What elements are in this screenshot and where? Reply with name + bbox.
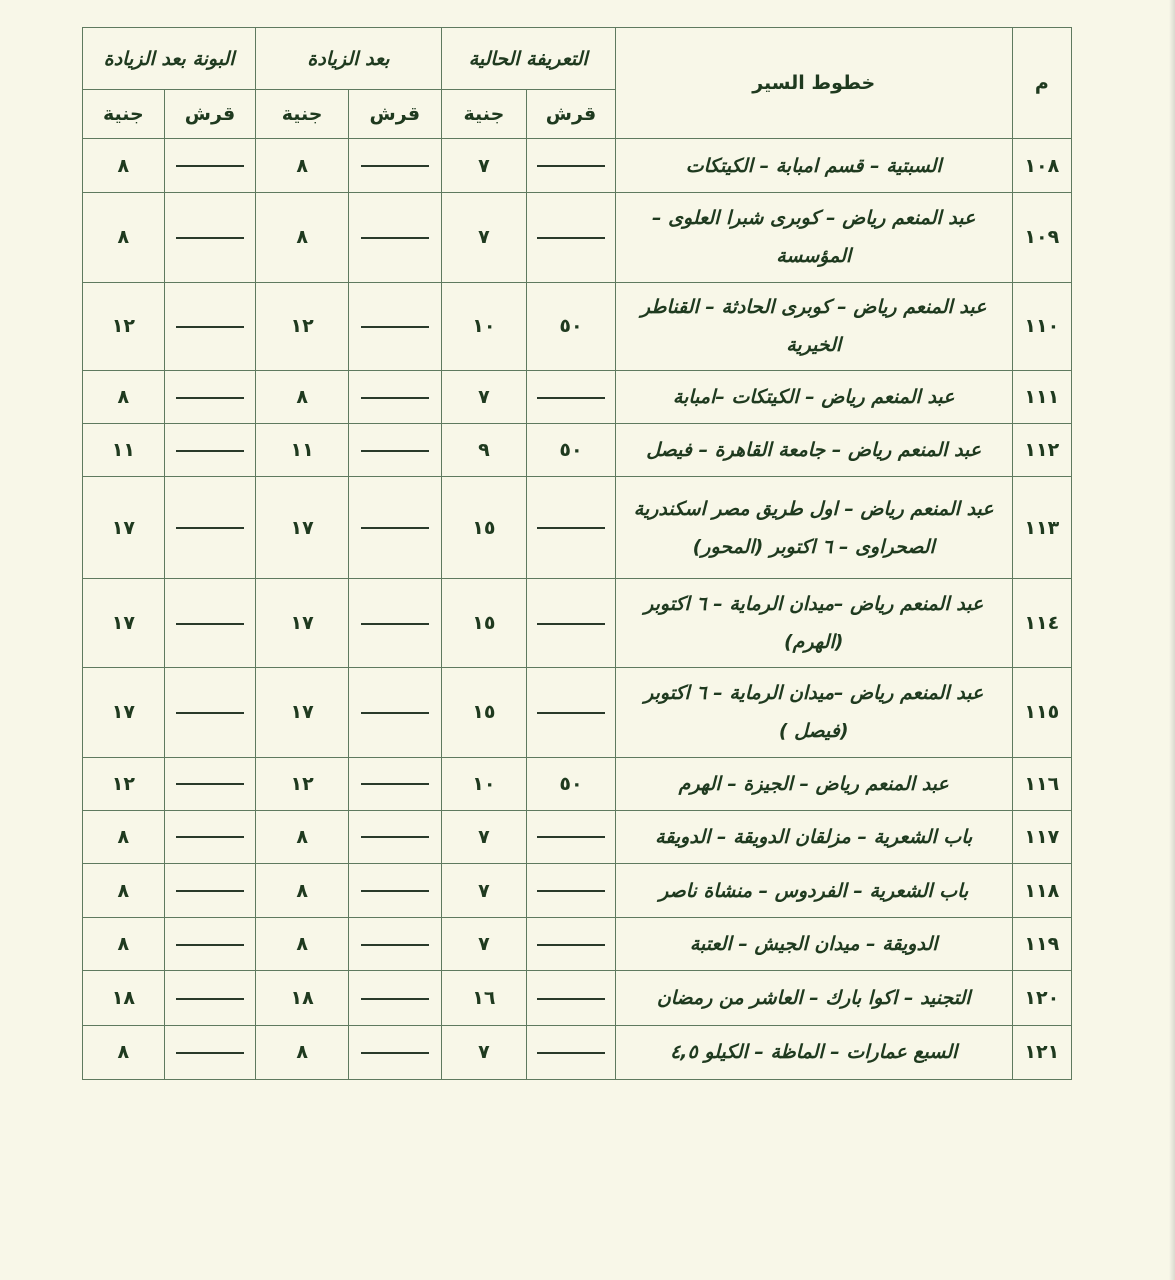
after-pound-cell: ٨ — [256, 1025, 349, 1079]
current-pound-cell: ٧ — [441, 193, 527, 282]
ticket-piaster-cell — [164, 477, 256, 578]
dash-mark — [537, 397, 605, 399]
current-pound-cell: ١٠ — [441, 757, 527, 810]
fares-table — [82, 27, 1072, 1080]
header-row-groups — [83, 28, 1072, 90]
after-pound-cell: ١٢ — [256, 282, 349, 370]
current-pound-cell: ١٥ — [441, 578, 527, 667]
route-cell: عبد المنعم رياض –ميدان الرماية – ٦ اكتوبر (الهرم) — [615, 578, 1012, 667]
route-cell: باب الشعرية – مزلقان الدويقة – الدويقة — [615, 810, 1012, 863]
current-piaster-cell — [527, 370, 616, 423]
ticket-pound-cell: ١٧ — [83, 477, 165, 578]
ticket-piaster-header: قرش — [164, 90, 256, 139]
after-pound-cell: ١١ — [256, 424, 349, 477]
route-cell: السبتية – قسم امبابة – الكيتكات — [615, 139, 1012, 193]
ticket-pound-cell: ١٧ — [83, 668, 165, 757]
dash-mark — [176, 237, 244, 239]
route-cell: عبد المنعم رياض – الكيتكات –امبابة — [615, 370, 1012, 423]
route-cell: عبد المنعم رياض – جامعة القاهرة – فيصل — [615, 424, 1012, 477]
row-index: ١١١ — [1012, 370, 1071, 423]
current-piaster-cell — [527, 971, 616, 1025]
after-piaster-header: قرش — [348, 90, 441, 139]
ticket-piaster-cell — [164, 578, 256, 667]
ticket-pound-cell: ١٢ — [83, 757, 165, 810]
ticket-piaster-cell — [164, 193, 256, 282]
current-piaster-cell — [527, 810, 616, 863]
route-cell: عبد المنعم رياض – اول طريق مصر اسكندرية الصحراوى – ٦ اكتوبر (المحور) — [615, 477, 1012, 578]
dash-mark — [176, 326, 244, 328]
route-cell: السبع عمارات – الماظة – الكيلو ٤,٥ — [615, 1025, 1012, 1079]
dash-mark — [176, 836, 244, 838]
ticket-after-increase-header: البونة بعد الزيادة — [83, 28, 256, 90]
after-pound-cell: ٨ — [256, 864, 349, 918]
dash-mark — [361, 890, 429, 892]
index-header: م — [1012, 28, 1071, 139]
table-row — [83, 193, 1072, 282]
table-row — [83, 282, 1072, 370]
after-pound-header: جنية — [256, 90, 349, 139]
ticket-piaster-cell — [164, 918, 256, 971]
table-row — [83, 370, 1072, 423]
current-piaster-cell — [527, 1025, 616, 1079]
after-piaster-cell — [348, 578, 441, 667]
row-index: ١٠٨ — [1012, 139, 1071, 193]
after-pound-cell: ١٧ — [256, 578, 349, 667]
dash-mark — [361, 836, 429, 838]
ticket-piaster-cell — [164, 757, 256, 810]
dash-mark — [176, 944, 244, 946]
current-piaster-cell — [527, 918, 616, 971]
current-pound-cell: ١٥ — [441, 477, 527, 578]
current-piaster-cell: ٥٠ — [527, 424, 616, 477]
after-piaster-cell — [348, 477, 441, 578]
row-index: ١١٥ — [1012, 668, 1071, 757]
dash-mark — [361, 1052, 429, 1054]
current-pound-cell: ١٥ — [441, 668, 527, 757]
table-row — [83, 424, 1072, 477]
after-pound-cell: ٨ — [256, 370, 349, 423]
row-index: ١١٢ — [1012, 424, 1071, 477]
dash-mark — [361, 783, 429, 785]
after-piaster-cell — [348, 282, 441, 370]
dash-mark — [176, 712, 244, 714]
after-pound-cell: ١٧ — [256, 477, 349, 578]
table-row — [83, 668, 1072, 757]
current-pound-cell: ٧ — [441, 139, 527, 193]
current-pound-cell: ٧ — [441, 1025, 527, 1079]
current-piaster-cell — [527, 477, 616, 578]
route-cell: عبد المنعم رياض – كوبرى الحادثة – القناطر الخيرية — [615, 282, 1012, 370]
ticket-pound-cell: ١٢ — [83, 282, 165, 370]
current-piaster-cell — [527, 668, 616, 757]
ticket-piaster-cell — [164, 424, 256, 477]
table-row — [83, 918, 1072, 971]
dash-mark — [537, 712, 605, 714]
current-pound-cell: ٧ — [441, 864, 527, 918]
page-edge — [1169, 0, 1175, 1280]
dash-mark — [361, 623, 429, 625]
after-pound-cell: ٨ — [256, 810, 349, 863]
ticket-pound-cell: ٨ — [83, 370, 165, 423]
route-cell: التجنيد – اكوا بارك – العاشر من رمضان — [615, 971, 1012, 1025]
row-index: ١٢٠ — [1012, 971, 1071, 1025]
dash-mark — [537, 623, 605, 625]
after-piaster-cell — [348, 193, 441, 282]
after-piaster-cell — [348, 918, 441, 971]
table-body — [83, 139, 1072, 1080]
current-piaster-cell — [527, 139, 616, 193]
ticket-piaster-cell — [164, 1025, 256, 1079]
current-pound-cell: ٩ — [441, 424, 527, 477]
dash-mark — [176, 890, 244, 892]
dash-mark — [537, 527, 605, 529]
row-index: ١١٣ — [1012, 477, 1071, 578]
after-piaster-cell — [348, 424, 441, 477]
ticket-pound-cell: ٨ — [83, 139, 165, 193]
current-pound-header: جنية — [441, 90, 527, 139]
dash-mark — [361, 944, 429, 946]
row-index: ١١٠ — [1012, 282, 1071, 370]
ticket-pound-cell: ١٨ — [83, 971, 165, 1025]
dash-mark — [176, 998, 244, 1000]
ticket-pound-cell: ٨ — [83, 864, 165, 918]
row-index: ١٠٩ — [1012, 193, 1071, 282]
ticket-pound-header: جنية — [83, 90, 165, 139]
ticket-piaster-cell — [164, 971, 256, 1025]
route-cell: باب الشعرية – الفردوس – منشاة ناصر — [615, 864, 1012, 918]
table-row — [83, 139, 1072, 193]
current-piaster-cell: ٥٠ — [527, 282, 616, 370]
current-piaster-cell — [527, 578, 616, 667]
after-piaster-cell — [348, 810, 441, 863]
dash-mark — [537, 165, 605, 167]
after-piaster-cell — [348, 370, 441, 423]
table-row — [83, 1025, 1072, 1079]
ticket-piaster-cell — [164, 668, 256, 757]
after-pound-cell: ٨ — [256, 193, 349, 282]
row-index: ١١٦ — [1012, 757, 1071, 810]
ticket-pound-cell: ١٧ — [83, 578, 165, 667]
current-pound-cell: ٧ — [441, 370, 527, 423]
ticket-pound-cell: ٨ — [83, 918, 165, 971]
dash-mark — [537, 237, 605, 239]
dash-mark — [176, 450, 244, 452]
dash-mark — [361, 237, 429, 239]
row-index: ١١٩ — [1012, 918, 1071, 971]
after-pound-cell: ١٧ — [256, 668, 349, 757]
dash-mark — [176, 1052, 244, 1054]
current-piaster-cell: ٥٠ — [527, 757, 616, 810]
ticket-pound-cell: ٨ — [83, 193, 165, 282]
dash-mark — [537, 998, 605, 1000]
dash-mark — [176, 165, 244, 167]
current-pound-cell: ٧ — [441, 810, 527, 863]
dash-mark — [176, 397, 244, 399]
dash-mark — [361, 397, 429, 399]
table-row — [83, 757, 1072, 810]
table-row — [83, 971, 1072, 1025]
after-pound-cell: ١٨ — [256, 971, 349, 1025]
after-pound-cell: ١٢ — [256, 757, 349, 810]
after-pound-cell: ٨ — [256, 139, 349, 193]
current-piaster-header: قرش — [527, 90, 616, 139]
dash-mark — [361, 326, 429, 328]
after-increase-header: بعد الزيادة — [256, 28, 441, 90]
ticket-piaster-cell — [164, 864, 256, 918]
row-index: ١١٨ — [1012, 864, 1071, 918]
row-index: ١١٤ — [1012, 578, 1071, 667]
current-pound-cell: ١٦ — [441, 971, 527, 1025]
after-piaster-cell — [348, 668, 441, 757]
ticket-pound-cell: ٨ — [83, 1025, 165, 1079]
route-header: خطوط السير — [615, 28, 1012, 139]
after-piaster-cell — [348, 864, 441, 918]
after-piaster-cell — [348, 757, 441, 810]
dash-mark — [361, 450, 429, 452]
route-cell: عبد المنعم رياض –ميدان الرماية – ٦ اكتوبر (فيصل ) — [615, 668, 1012, 757]
route-cell: عبد المنعم رياض – كوبرى شبرا العلوى – المؤسسة — [615, 193, 1012, 282]
ticket-pound-cell: ٨ — [83, 810, 165, 863]
after-pound-cell: ٨ — [256, 918, 349, 971]
route-cell: الدويقة – ميدان الجيش – العتبة — [615, 918, 1012, 971]
ticket-piaster-cell — [164, 139, 256, 193]
table-row — [83, 864, 1072, 918]
route-cell: عبد المنعم رياض – الجيزة – الهرم — [615, 757, 1012, 810]
table-row — [83, 477, 1072, 578]
dash-mark — [176, 783, 244, 785]
after-piaster-cell — [348, 971, 441, 1025]
dash-mark — [537, 1052, 605, 1054]
current-pound-cell: ١٠ — [441, 282, 527, 370]
dash-mark — [537, 836, 605, 838]
table-row — [83, 810, 1072, 863]
current-fare-header: التعريفة الحالية — [441, 28, 615, 90]
current-pound-cell: ٧ — [441, 918, 527, 971]
ticket-piaster-cell — [164, 810, 256, 863]
ticket-piaster-cell — [164, 282, 256, 370]
row-index: ١١٧ — [1012, 810, 1071, 863]
row-index: ١٢١ — [1012, 1025, 1071, 1079]
after-piaster-cell — [348, 1025, 441, 1079]
dash-mark — [176, 527, 244, 529]
ticket-pound-cell: ١١ — [83, 424, 165, 477]
dash-mark — [537, 890, 605, 892]
current-piaster-cell — [527, 193, 616, 282]
dash-mark — [361, 165, 429, 167]
dash-mark — [361, 527, 429, 529]
current-piaster-cell — [527, 864, 616, 918]
dash-mark — [361, 998, 429, 1000]
dash-mark — [537, 944, 605, 946]
dash-mark — [176, 623, 244, 625]
ticket-piaster-cell — [164, 370, 256, 423]
after-piaster-cell — [348, 139, 441, 193]
dash-mark — [361, 712, 429, 714]
table-row — [83, 578, 1072, 667]
